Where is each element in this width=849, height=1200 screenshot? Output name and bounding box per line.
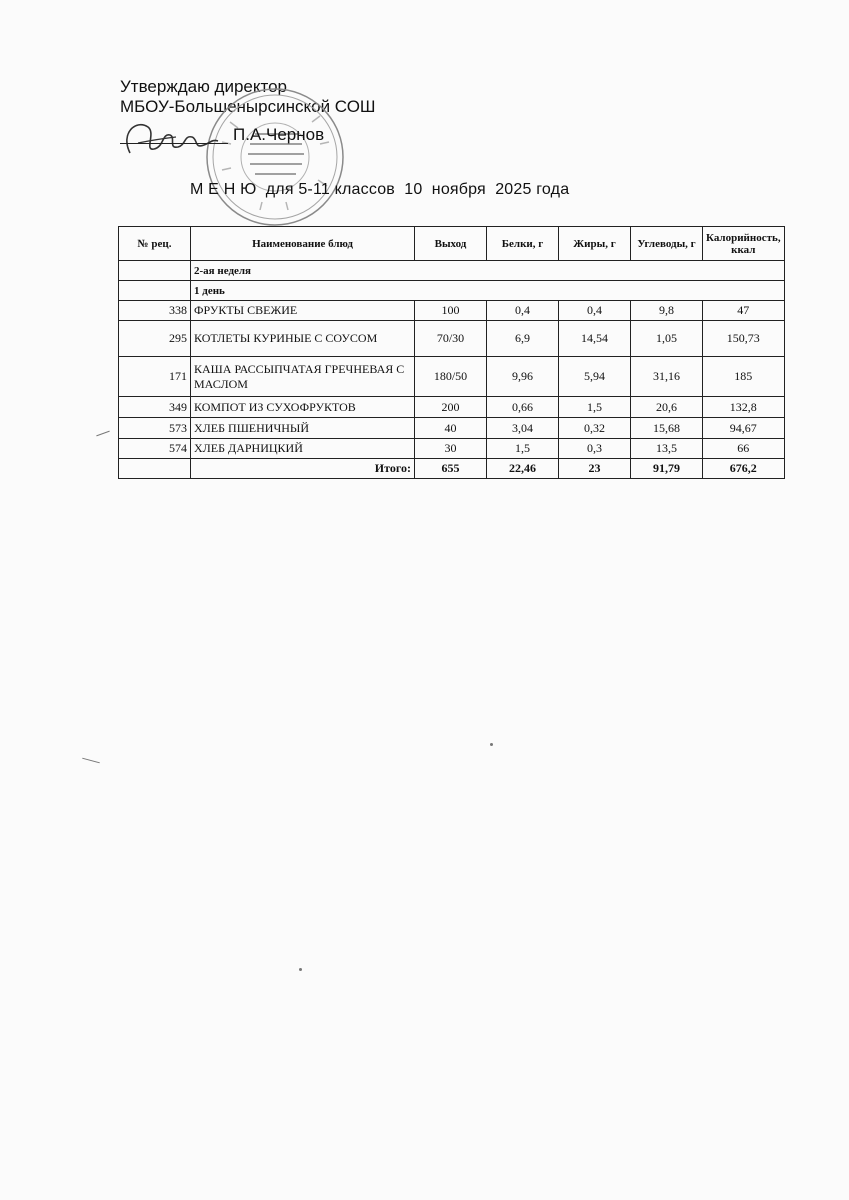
- scan-mark: [299, 968, 302, 971]
- col-header-carbs: Углеводы, г: [631, 227, 703, 261]
- total-row: [119, 459, 785, 479]
- protein-cell: 9,96: [487, 357, 559, 397]
- fat-cell: 1,5: [559, 397, 631, 418]
- calories-cell: 47: [703, 301, 785, 321]
- col-header-protein: Белки, г: [487, 227, 559, 261]
- director-name: П.А.Чернов: [233, 125, 325, 144]
- dish-name: КОТЛЕТЫ КУРИНЫЕ С СОУСОМ: [191, 321, 415, 357]
- output-cell: 30: [415, 439, 487, 459]
- rec-number: 295: [119, 321, 191, 357]
- calories-cell: 132,8: [703, 397, 785, 418]
- output-cell: 100: [415, 301, 487, 321]
- protein-cell: 0,4: [487, 301, 559, 321]
- col-header-rec: № рец.: [119, 227, 191, 261]
- fat-cell: 0,3: [559, 439, 631, 459]
- rec-number: 574: [119, 439, 191, 459]
- output-cell: 70/30: [415, 321, 487, 357]
- day-row: [119, 281, 785, 301]
- rec-number: 171: [119, 357, 191, 397]
- calories-cell: 185: [703, 357, 785, 397]
- calories-cell: 94,67: [703, 418, 785, 439]
- fat-cell: 14,54: [559, 321, 631, 357]
- carbs-cell: 31,16: [631, 357, 703, 397]
- protein-cell: 0,66: [487, 397, 559, 418]
- menu-table: [118, 226, 785, 479]
- scan-mark: [490, 743, 493, 746]
- week-row: [119, 261, 785, 281]
- rec-number: 338: [119, 301, 191, 321]
- total-calories: 676,2: [703, 459, 785, 479]
- day-label: 1 день: [191, 281, 785, 301]
- scan-mark: [96, 431, 109, 437]
- col-header-fat: Жиры, г: [559, 227, 631, 261]
- dish-name: КОМПОТ ИЗ СУХОФРУКТОВ: [191, 397, 415, 418]
- calories-cell: 66: [703, 439, 785, 459]
- output-cell: 180/50: [415, 357, 487, 397]
- col-header-output: Выход: [415, 227, 487, 261]
- table-row: [119, 397, 785, 418]
- empty-cell: [119, 459, 191, 479]
- scan-mark: [82, 758, 100, 764]
- dish-name: КАША РАССЫПЧАТАЯ ГРЕЧНЕВАЯ С МАСЛОМ: [191, 357, 415, 397]
- empty-cell: [119, 281, 191, 301]
- empty-cell: [119, 261, 191, 281]
- carbs-cell: 15,68: [631, 418, 703, 439]
- total-protein: 22,46: [487, 459, 559, 479]
- total-output: 655: [415, 459, 487, 479]
- protein-cell: 3,04: [487, 418, 559, 439]
- dish-name: ФРУКТЫ СВЕЖИЕ: [191, 301, 415, 321]
- output-cell: 40: [415, 418, 487, 439]
- table-row: [119, 439, 785, 459]
- rec-number: 573: [119, 418, 191, 439]
- col-header-calories: Калорийность, ккал: [703, 227, 785, 261]
- table-header-row: [119, 227, 785, 261]
- carbs-cell: 9,8: [631, 301, 703, 321]
- col-header-name: Наименование блюд: [191, 227, 415, 261]
- protein-cell: 1,5: [487, 439, 559, 459]
- carbs-cell: 13,5: [631, 439, 703, 459]
- carbs-cell: 1,05: [631, 321, 703, 357]
- fat-cell: 0,4: [559, 301, 631, 321]
- dish-name: ХЛЕБ ПШЕНИЧНЫЙ: [191, 418, 415, 439]
- rec-number: 349: [119, 397, 191, 418]
- approval-title: Утверждаю директор: [120, 77, 288, 96]
- fat-cell: 0,32: [559, 418, 631, 439]
- total-carbs: 91,79: [631, 459, 703, 479]
- total-fat: 23: [559, 459, 631, 479]
- calories-cell: 150,73: [703, 321, 785, 357]
- protein-cell: 6,9: [487, 321, 559, 357]
- signature-line: [120, 143, 228, 144]
- menu-title: М Е Н Ю для 5-11 классов 10 ноября 2025 года: [190, 181, 570, 198]
- table-row: [119, 418, 785, 439]
- fat-cell: 5,94: [559, 357, 631, 397]
- school-name: МБОУ-Большенырсинской СОШ: [120, 97, 376, 116]
- table-row: [119, 321, 785, 357]
- total-label: Итого:: [191, 459, 415, 479]
- week-label: 2-ая неделя: [191, 261, 785, 281]
- dish-name: ХЛЕБ ДАРНИЦКИЙ: [191, 439, 415, 459]
- carbs-cell: 20,6: [631, 397, 703, 418]
- table-row: [119, 301, 785, 321]
- table-row: [119, 357, 785, 397]
- output-cell: 200: [415, 397, 487, 418]
